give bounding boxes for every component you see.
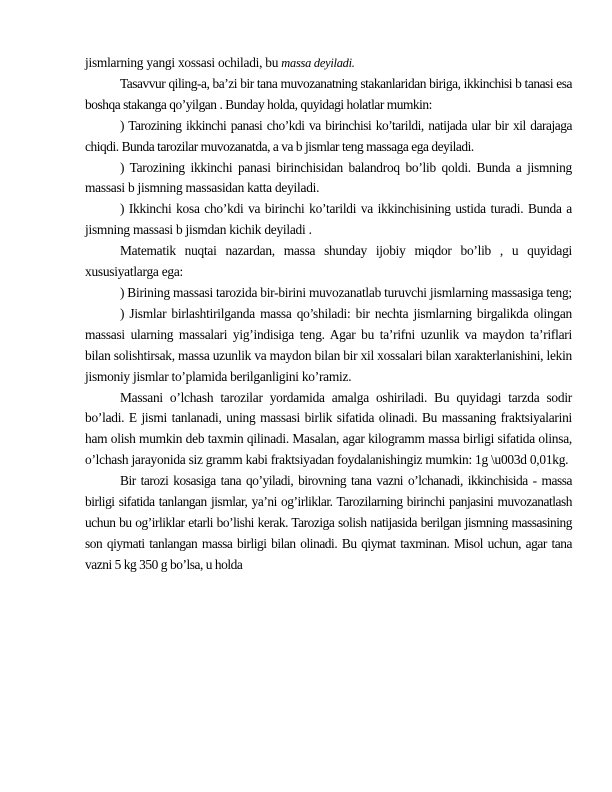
- paragraph: ) Tarozining ikkinchi panasi cho’kdi va birinchisi ko’tarildi, natijada ular bir xil darajaga chiqdi. Bunda tarozilar muvozanatda, a va b jismlar teng massaga ega deyiladi.: [85, 117, 572, 154]
- paragraph: ) Ikkinchi kosa cho’kdi va birinchi ko’tarildi va ikkinchisining ustida turadi. Bunda a jismning massasi b jismdan kichik deyiladi .: [85, 201, 572, 238]
- paragraph: Matematik nuqtai nazardan, massa shunday ijobiy miqdor bo’lib , u quyidagi xususiyatlarga ega:: [85, 243, 572, 280]
- paragraph-continuation: [85, 53, 572, 74]
- paragraph: ) Birining massasi tarozida bir-birini muvozanatlab turuvchi jismlarning massasiga teng;: [120, 284, 572, 300]
- paragraph-text: jismlarning yangi xossasi ochiladi, bu: [85, 55, 282, 70]
- paragraph: Tasavvur qiling-a, ba’zi bir tana muvozanatning stakanlaridan biriga, ikkinchisi b tanasi esa boshqa stakanga qo’yilgan . Bunday holda, quyidagi holatlar mumkin:: [85, 75, 572, 112]
- paragraph: ) Tarozining ikkinchi panasi birinchisidan balandroq bo’lib qoldi. Bunda a jismning massasi b jismning massasidan katta deyiladi.: [85, 159, 572, 196]
- document-page: [85, 53, 572, 576]
- paragraph: Massani o’lchash tarozilar yordamida amalga oshiriladi. Bu quyidagi tarzda sodir bo’ladi. E jismi tanlanadi, uning massasi birlik sifatida olinadi. Bu massaning fraktsiyalarini ham olish mumkin deb taxmin qilinadi. Masalan, agar kilogramm massa birligi sifatida olinsa, o’lchash jarayonida siz gramm kabi fraktsiyadan foydalanishingiz mumkin: 1g \u003d 0,01kg.: [85, 389, 572, 468]
- emphasized-term: massa deyiladi.: [281, 56, 355, 70]
- paragraph: Bir tarozi kosasiga tana qo’yiladi, birovning tana vazni o’lchanadi, ikkinchisida - massa birligi sifatida tanlangan jismlar, ya’ni og’irliklar. Tarozilarning birinchi panjasini muvozanatlash uchun bu og’irliklar etarli bo’lishi kerak. Taroziga solish natijasida berilgan jismning massasining son qiymati tanlangan massa birligi bilan olinadi. Bu qiymat taxminan. Misol uchun, agar tana vazni 5 kg 350 g bo’lsa, u holda: [85, 473, 572, 572]
- paragraph: ) Jismlar birlashtirilganda massa qo’shiladi: bir nechta jismlarning birgalikda olingan massasi ularning massalari yig’indisiga teng. Agar bu ta’rifni uzunlik va maydon ta’riflari bilan solishtirsak, massa uzunlik va maydon bilan bir xil xossalari bilan xarakterlanishini, lekin jismoniy jismlar to’plamida berilganligini ko’ramiz.: [85, 305, 572, 384]
